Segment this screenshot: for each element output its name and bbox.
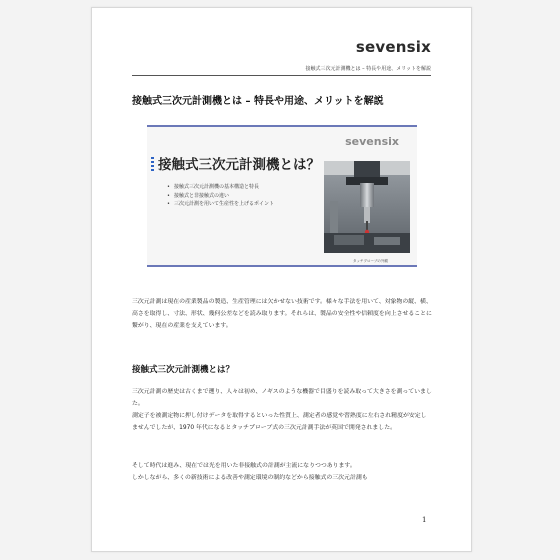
banner-bullet: • 接触式と非接触式の違い — [167, 192, 274, 201]
section-paragraph: 測定子を被測定物に押し付けデータを取得するといった性質上、測定者の感覚や習熟度に左右され精度が安定しませんでしたが、1970 年代になるとタッチプローブ式の三次元計測手法が英国で開発されました。 — [132, 413, 427, 431]
banner-bullet: • 接触式三次元計測機の基本構造と特長 — [167, 183, 274, 192]
banner-logo: sevensix — [345, 135, 399, 148]
document-page — [91, 7, 472, 552]
heading-marker-icon — [151, 157, 154, 171]
banner-heading-text: 接触式三次元計測機とは？ — [158, 157, 320, 173]
banner-bullet: • 三次元計測を用いて生産性を上げるポイント — [167, 200, 274, 209]
header-divider — [132, 75, 431, 76]
section-paragraph: そして時代は進み、現在では光を用いた非接触式の計測が主流になりつつあります。 — [132, 463, 356, 469]
intro-paragraph: 三次元計測は現在の産業製品の製造、生産管理には欠かせない技術です。様々な手法を用いて、対象物の縦、横、高さを取得し、寸法、形状、幾何公差などを読み取ります。それらは、製品の安全性や信頼度を向上させることに繋がり、現在の産業を支えています。 — [132, 299, 432, 329]
banner-top-rule — [147, 125, 417, 127]
banner-bottom-rule — [147, 265, 417, 267]
page-number: 1 — [422, 516, 427, 524]
hero-banner — [147, 125, 417, 267]
touch-probe-photo — [324, 161, 410, 253]
photo-caption: タッチプローブの外観 — [353, 259, 388, 263]
section-paragraph: 三次元計測の歴史は古くまで遡り、人々は初め、ノギスのような機器で目盛りを読み取って大きさを測っていました。 — [132, 389, 432, 407]
document-title: 接触式三次元計測機とは – 特長や用途、メリットを解説 — [132, 96, 384, 107]
section-heading: 接触式三次元計測機とは？ — [132, 365, 235, 375]
section-paragraph: しかしながら、多くの新技術による改善や測定環境の制約などから接触式の三次元計測も — [132, 475, 368, 481]
banner-heading — [151, 153, 320, 173]
running-header: 接触式三次元計測機とは – 特長や用途、メリットを解説 — [305, 66, 431, 72]
banner-bullet-list — [167, 183, 274, 209]
header-logo: sevensix — [355, 38, 431, 56]
